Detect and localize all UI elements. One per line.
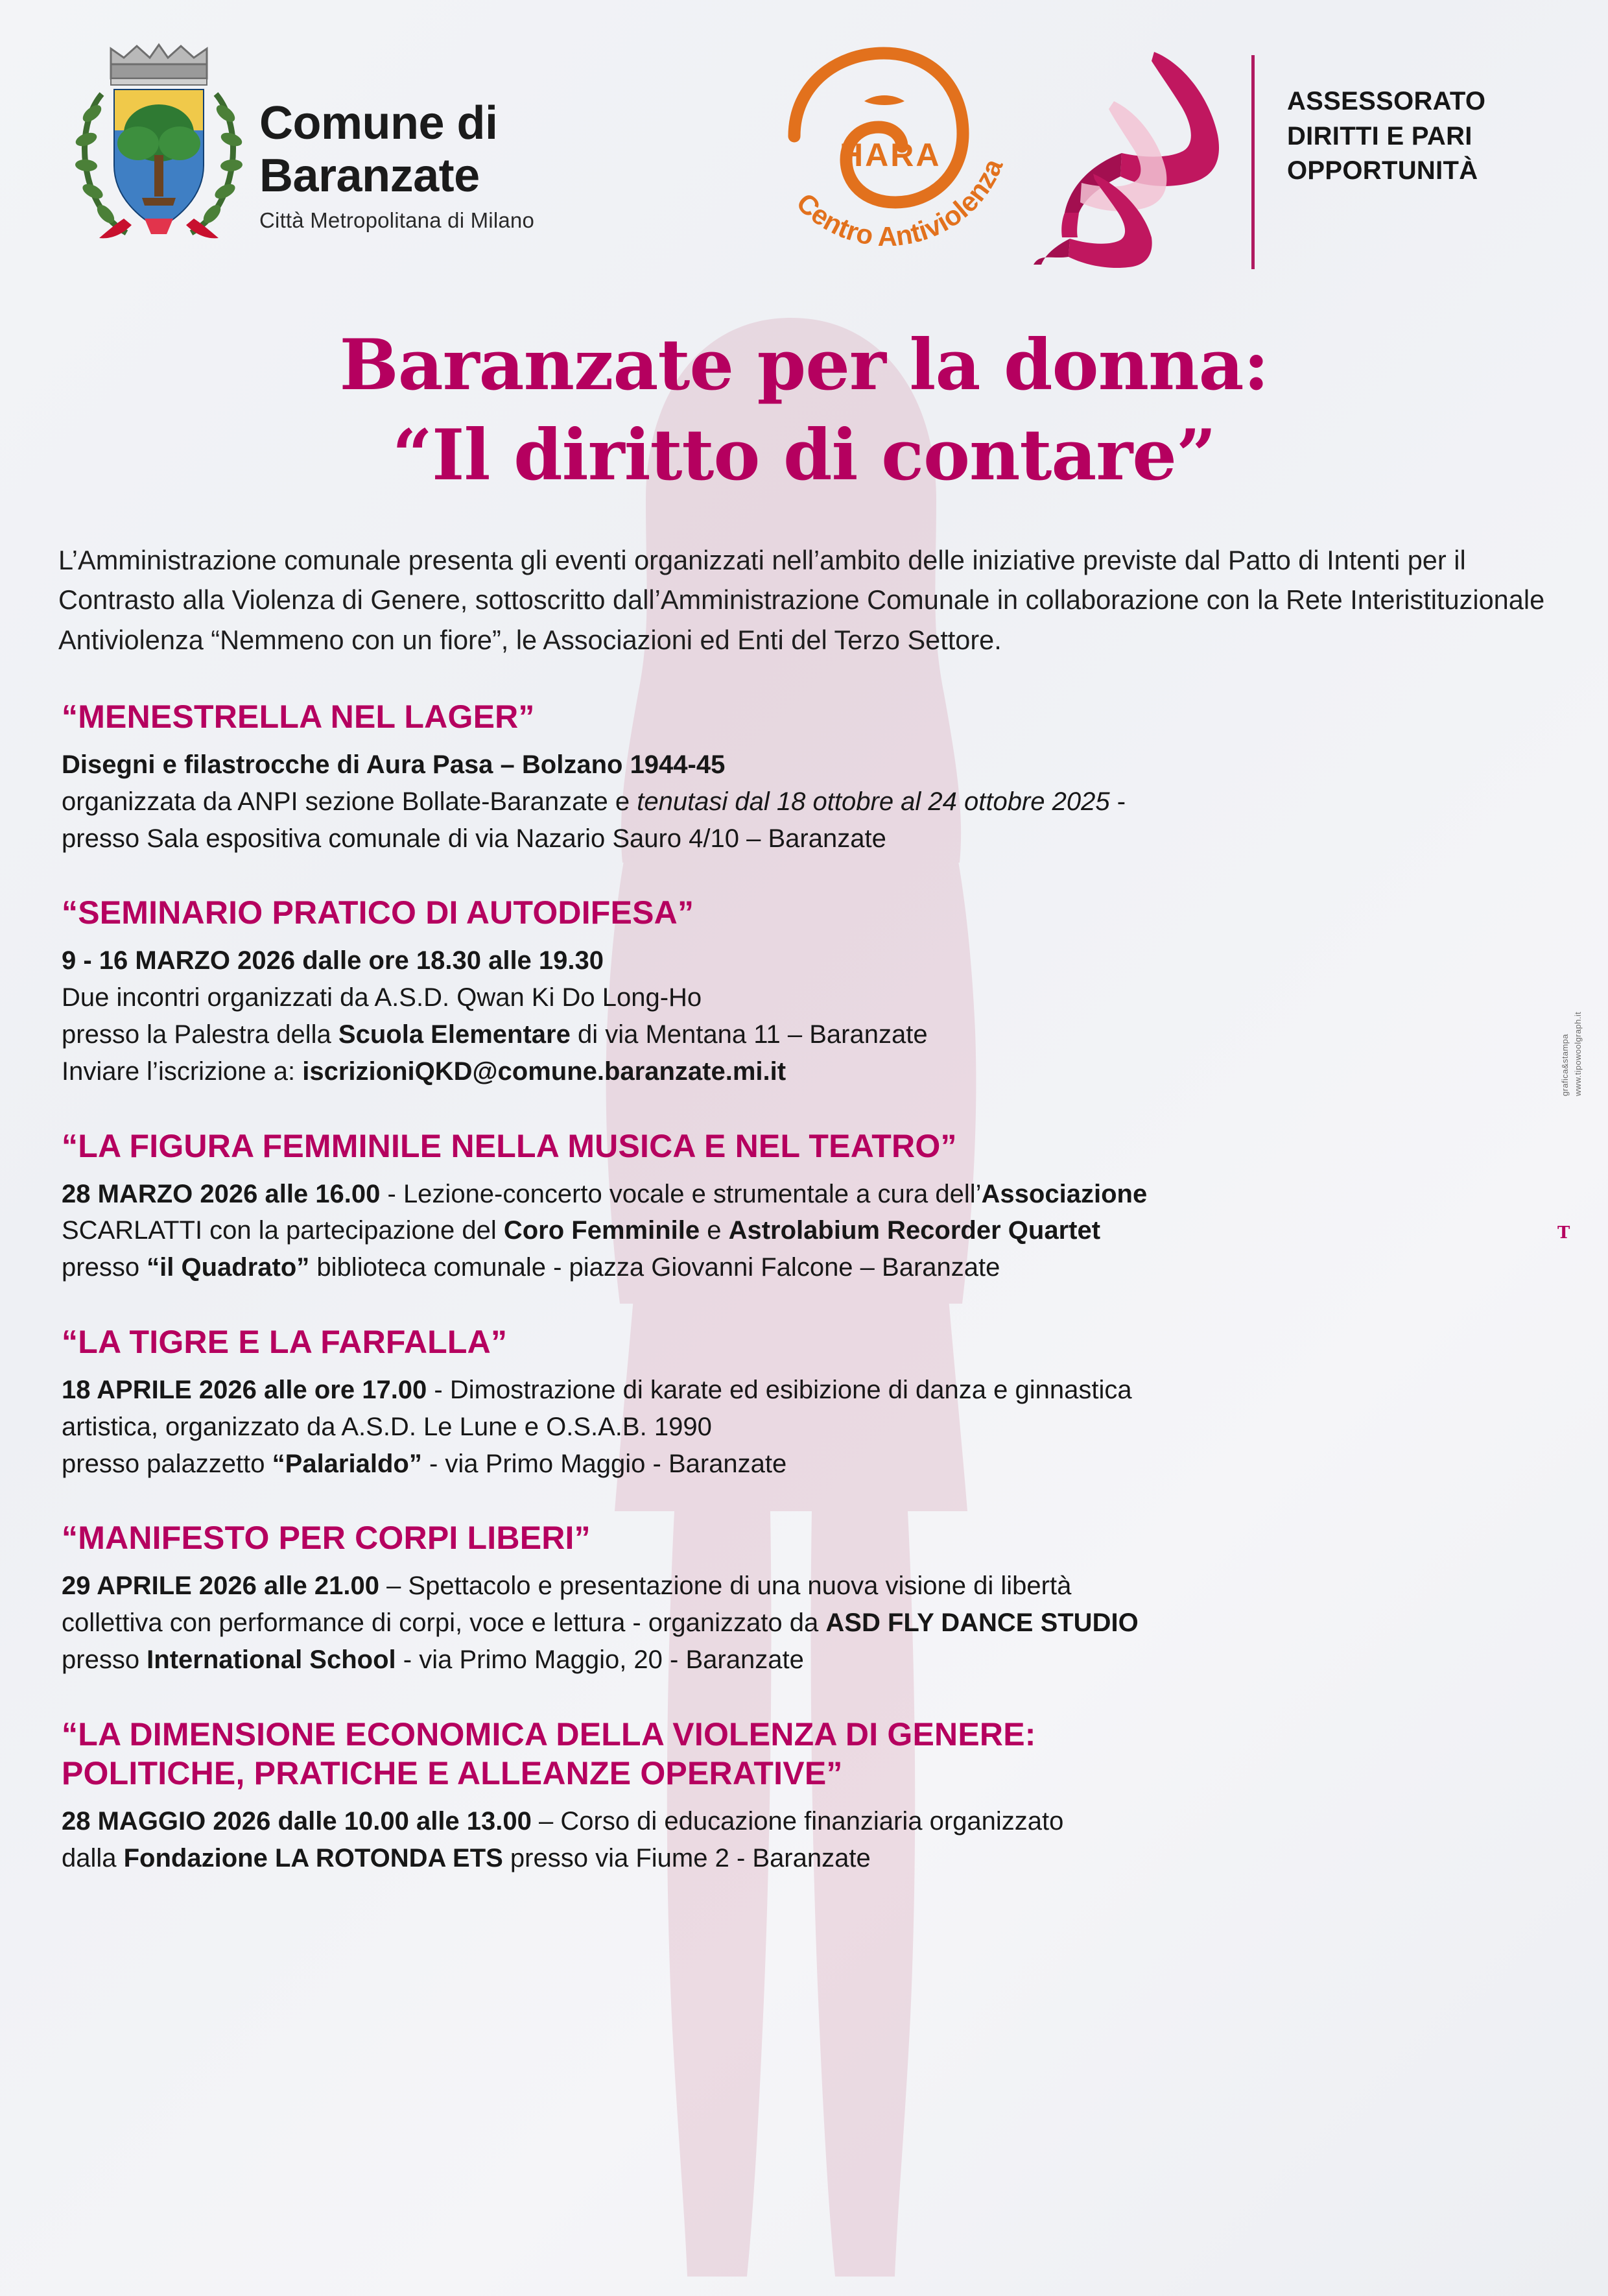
event-text: SCARLATTI con la partecipazione del bbox=[62, 1216, 504, 1245]
event-heading: “LA TIGRE E LA FARFALLA” bbox=[62, 1324, 508, 1361]
event-line bbox=[62, 1642, 1550, 1679]
event-bold-text: Scuola Elementare bbox=[338, 1020, 571, 1049]
event-text: e bbox=[700, 1216, 729, 1245]
event-line bbox=[62, 783, 1550, 820]
title-line-2: “Il diritto di contare” bbox=[392, 414, 1216, 497]
event-text: presso palazzetto bbox=[62, 1449, 272, 1478]
poster-title bbox=[0, 324, 1608, 497]
event-line bbox=[62, 1053, 1550, 1090]
svg-text:Centro Antiviolenza: Centro Antiviolenza bbox=[790, 154, 1009, 252]
event-text: presso bbox=[62, 1645, 147, 1675]
event-text: Inviare l’iscrizione a: bbox=[62, 1057, 303, 1086]
event-line bbox=[62, 1568, 1550, 1605]
event-line bbox=[62, 1372, 1550, 1409]
coat-of-arms-icon bbox=[62, 36, 256, 250]
event-heading: “MANIFESTO PER CORPI LIBERI” bbox=[62, 1520, 591, 1557]
event-bold-text: “il Quadrato” bbox=[147, 1253, 310, 1282]
event-bold-text: 28 MARZO 2026 alle 16.00 bbox=[62, 1179, 381, 1208]
hara-centro-antiviolenza-logo bbox=[749, 39, 1047, 279]
comune-line1: Comune di bbox=[259, 97, 498, 149]
event-heading bbox=[62, 1715, 1550, 1793]
event-bold-text: 18 APRILE 2026 alle ore 17.00 bbox=[62, 1376, 427, 1405]
event-item bbox=[62, 1715, 1550, 1877]
event-heading: “MENESTRELLA NEL LAGER” bbox=[62, 699, 535, 735]
event-item bbox=[62, 893, 1550, 1090]
event-text: – Corso di educazione finanziaria organizzato bbox=[531, 1806, 1064, 1836]
event-bold-text: “Palarialdo” bbox=[272, 1449, 422, 1478]
event-line bbox=[62, 1249, 1550, 1286]
event-text: presso la Palestra della bbox=[62, 1020, 338, 1049]
event-bold-text: Associazione bbox=[981, 1179, 1148, 1208]
printer-logo-mark: T bbox=[1557, 1223, 1570, 1243]
event-heading-line1: “LA DIMENSIONE ECONOMICA DELLA VIOLENZA DI GENERE: bbox=[62, 1716, 1036, 1752]
assessorato-line3: OPPORTUNITÀ bbox=[1287, 156, 1478, 185]
intro-paragraph: L’Amministrazione comunale presenta gli eventi organizzati nell’ambito delle iniziative previste dal Patto di Intenti per il Contrasto alla Violenza di Genere, sottoscritto dall’Amministrazione Comunale in collaborazione con la Rete Interistituzionale Antiviolenza “Nemmeno con un fiore”, le Associazioni ed Enti del Terzo Settore. bbox=[58, 544, 1545, 655]
event-heading: “SEMINARIO PRATICO DI AUTODIFESA” bbox=[62, 894, 694, 931]
assessorato-block bbox=[1287, 84, 1485, 189]
event-bold-text: Disegni e filastrocche di Aura Pasa – Bolzano 1944-45 bbox=[62, 750, 726, 780]
event-bold-text: Coro Femminile bbox=[503, 1216, 700, 1245]
event-text: organizzata da ANPI sezione Bollate-Baranzate e bbox=[62, 787, 637, 816]
event-heading-line2: POLITICHE, PRATICHE E ALLEANZE OPERATIVE” bbox=[62, 1754, 843, 1791]
event-text: - Dimostrazione di karate ed esibizione di danza e ginnastica bbox=[427, 1376, 1132, 1405]
header-divider bbox=[1251, 55, 1255, 269]
event-text: biblioteca comunale - piazza Giovanni Falcone – Baranzate bbox=[309, 1253, 1000, 1282]
event-bold-text: ASD FLY DANCE STUDIO bbox=[825, 1608, 1139, 1638]
poster-header bbox=[0, 0, 1608, 305]
event-line bbox=[62, 1212, 1550, 1249]
event-text: presso bbox=[62, 1253, 147, 1282]
title-line-1: Baranzate per la donna: bbox=[339, 324, 1269, 406]
event-line bbox=[62, 747, 1550, 783]
events-list bbox=[62, 697, 1550, 1876]
high-heel-shoes-icon bbox=[1031, 39, 1245, 272]
event-text: di via Mentana 11 – Baranzate bbox=[570, 1020, 928, 1049]
comune-title-block bbox=[259, 97, 534, 233]
event-line bbox=[62, 1446, 1550, 1483]
event-text: dalla bbox=[62, 1843, 124, 1872]
event-text: – Spettacolo e presentazione di una nuova visione di libertà bbox=[379, 1572, 1072, 1601]
assessorato-line2: DIRITTI E PARI bbox=[1287, 121, 1472, 150]
event-item bbox=[62, 697, 1550, 857]
event-bold-text: Fondazione LA ROTONDA ETS bbox=[123, 1843, 503, 1872]
event-item bbox=[62, 1322, 1550, 1482]
event-bold-text: 9 - 16 MARZO 2026 dalle ore 18.30 alle 19.30 bbox=[62, 946, 604, 975]
event-italic-text: tenutasi dal 18 ottobre al 24 ottobre 2025 bbox=[637, 787, 1110, 816]
event-email[interactable]: iscrizioniQKD@comune.baranzate.mi.it bbox=[302, 1057, 786, 1086]
event-bold-text: 28 MAGGIO 2026 dalle 10.00 alle 13.00 bbox=[62, 1806, 532, 1836]
event-line bbox=[62, 1605, 1550, 1642]
event-line bbox=[62, 1176, 1550, 1213]
event-text: presso via Fiume 2 - Baranzate bbox=[503, 1843, 871, 1872]
event-item bbox=[62, 1518, 1550, 1678]
assessorato-line1: ASSESSORATO bbox=[1287, 87, 1486, 115]
event-text: collettiva con performance di corpi, voce e lettura - organizzato da bbox=[62, 1608, 826, 1638]
event-heading: “LA FIGURA FEMMINILE NELLA MUSICA E NEL TEATRO” bbox=[62, 1127, 957, 1164]
event-line: artistica, organizzato da A.S.D. Le Lune e O.S.A.B. 1990 bbox=[62, 1412, 712, 1441]
event-text: - bbox=[1109, 787, 1126, 816]
event-line bbox=[62, 1803, 1550, 1840]
event-bold-text: International School bbox=[147, 1645, 396, 1675]
event-text: - via Primo Maggio - Baranzate bbox=[421, 1449, 787, 1478]
event-text: - Lezione-concerto vocale e strumentale a cura dell’ bbox=[380, 1179, 982, 1208]
event-line bbox=[62, 1840, 1550, 1877]
event-line: presso Sala espositiva comunale di via Nazario Sauro 4/10 – Baranzate bbox=[62, 824, 886, 853]
comune-line2: Baranzate bbox=[259, 149, 480, 202]
svg-text:HARA: HARA bbox=[840, 137, 941, 173]
credit-line-2: www.tipowoolgraph.it bbox=[1573, 1011, 1583, 1096]
event-bold-text: 29 APRILE 2026 alle 21.00 bbox=[62, 1572, 379, 1601]
event-line: Due incontri organizzati da A.S.D. Qwan Ki Do Long-Ho bbox=[62, 983, 702, 1012]
event-item bbox=[62, 1127, 1550, 1286]
event-line bbox=[62, 1016, 1550, 1053]
credit-line-1: grafica&stampa bbox=[1560, 1034, 1570, 1096]
event-line bbox=[62, 942, 1550, 979]
printer-credit bbox=[1548, 1011, 1594, 1245]
event-bold-text: Astrolabium Recorder Quartet bbox=[728, 1216, 1101, 1245]
event-text: - via Primo Maggio, 20 - Baranzate bbox=[396, 1645, 804, 1675]
comune-subtitle: Città Metropolitana di Milano bbox=[259, 208, 535, 233]
